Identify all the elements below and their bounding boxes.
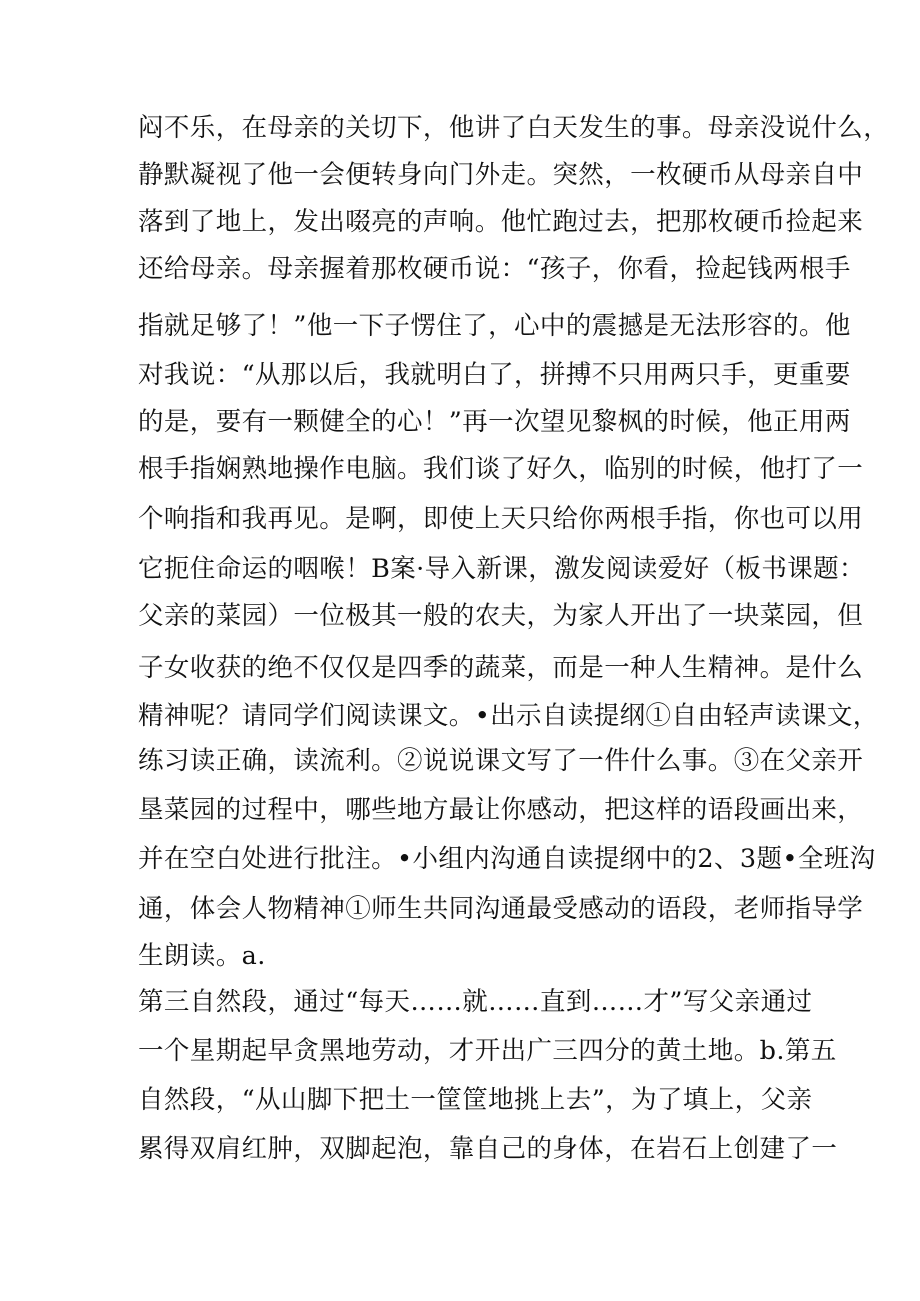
text-line: 生朗读。a. (138, 941, 266, 971)
text-line: 对我说：“从那以后，我就明白了，拼搏不只用两只手，更重要 (138, 360, 851, 390)
text-line: 根手指娴熟地操作电脑。我们谈了好久，临别的时候，他打了一 (138, 454, 864, 484)
text-line: 练习读正确，读流利。②说说课文写了一件什么事。③在父亲开 (138, 746, 864, 776)
text-line: 通，体会人物精神①师生共同沟通最受感动的语段，老师指导学 (138, 894, 864, 924)
text-line: 一个星期起早贪黑地劳动，才开出广三四分的黄土地。b.第五 (138, 1036, 837, 1066)
text-line: 指就足够了！”他一下子愣住了，心中的震撼是无法形容的。他 (138, 311, 851, 341)
text-line: 父亲的菜园）一位极其一般的农夫，为家人开出了一块菜园，但 (138, 601, 864, 631)
text-line: 静默凝视了他一会便转身向门外走。突然，一枚硬币从母亲自中 (138, 160, 864, 190)
text-line: 闷不乐，在母亲的关切下，他讲了白天发生的事。母亲没说什么， (138, 113, 890, 143)
text-line: 子女收获的绝不仅仅是四季的蔬菜，而是一种人生精神。是什么 (138, 653, 864, 683)
text-line: 自然段，“从山脚下把土一筐筐地挑上去”，为了填上，父亲 (138, 1085, 813, 1115)
text-line: 垦菜园的过程中，哪些地方最让你感动，把这样的语段画出来， (138, 795, 864, 825)
text-line: 的是，要有一颗健全的心！”再一次望见黎枫的时候，他正用两 (138, 407, 851, 437)
text-line: 精神呢？请同学们阅读课文。•出示自读提纲①自由轻声读课文， (138, 701, 879, 731)
text-line: 并在空白处进行批注。•小组内沟通自读提纲中的2、3题•全班沟 (138, 844, 876, 874)
text-line: 个响指和我再见。是啊，即使上天只给你两根手指，你也可以用 (138, 504, 864, 534)
text-line: 落到了地上，发出啜亮的声响。他忙跑过去，把那枚硬币捡起来 (138, 207, 864, 237)
text-line: 累得双肩红肿，双脚起泡，靠自己的身体，在岩石上创建了一 (138, 1134, 838, 1164)
text-line: 第三自然段，通过“每天……就……直到……才”写父亲通过 (138, 987, 813, 1017)
text-line: 它扼住命运的咽喉！B案·导入新课，激发阅读爱好（板书课题： (138, 554, 865, 584)
text-line: 还给母亲。母亲握着那枚硬币说：“孩子，你看，捡起钱两根手 (138, 254, 851, 284)
